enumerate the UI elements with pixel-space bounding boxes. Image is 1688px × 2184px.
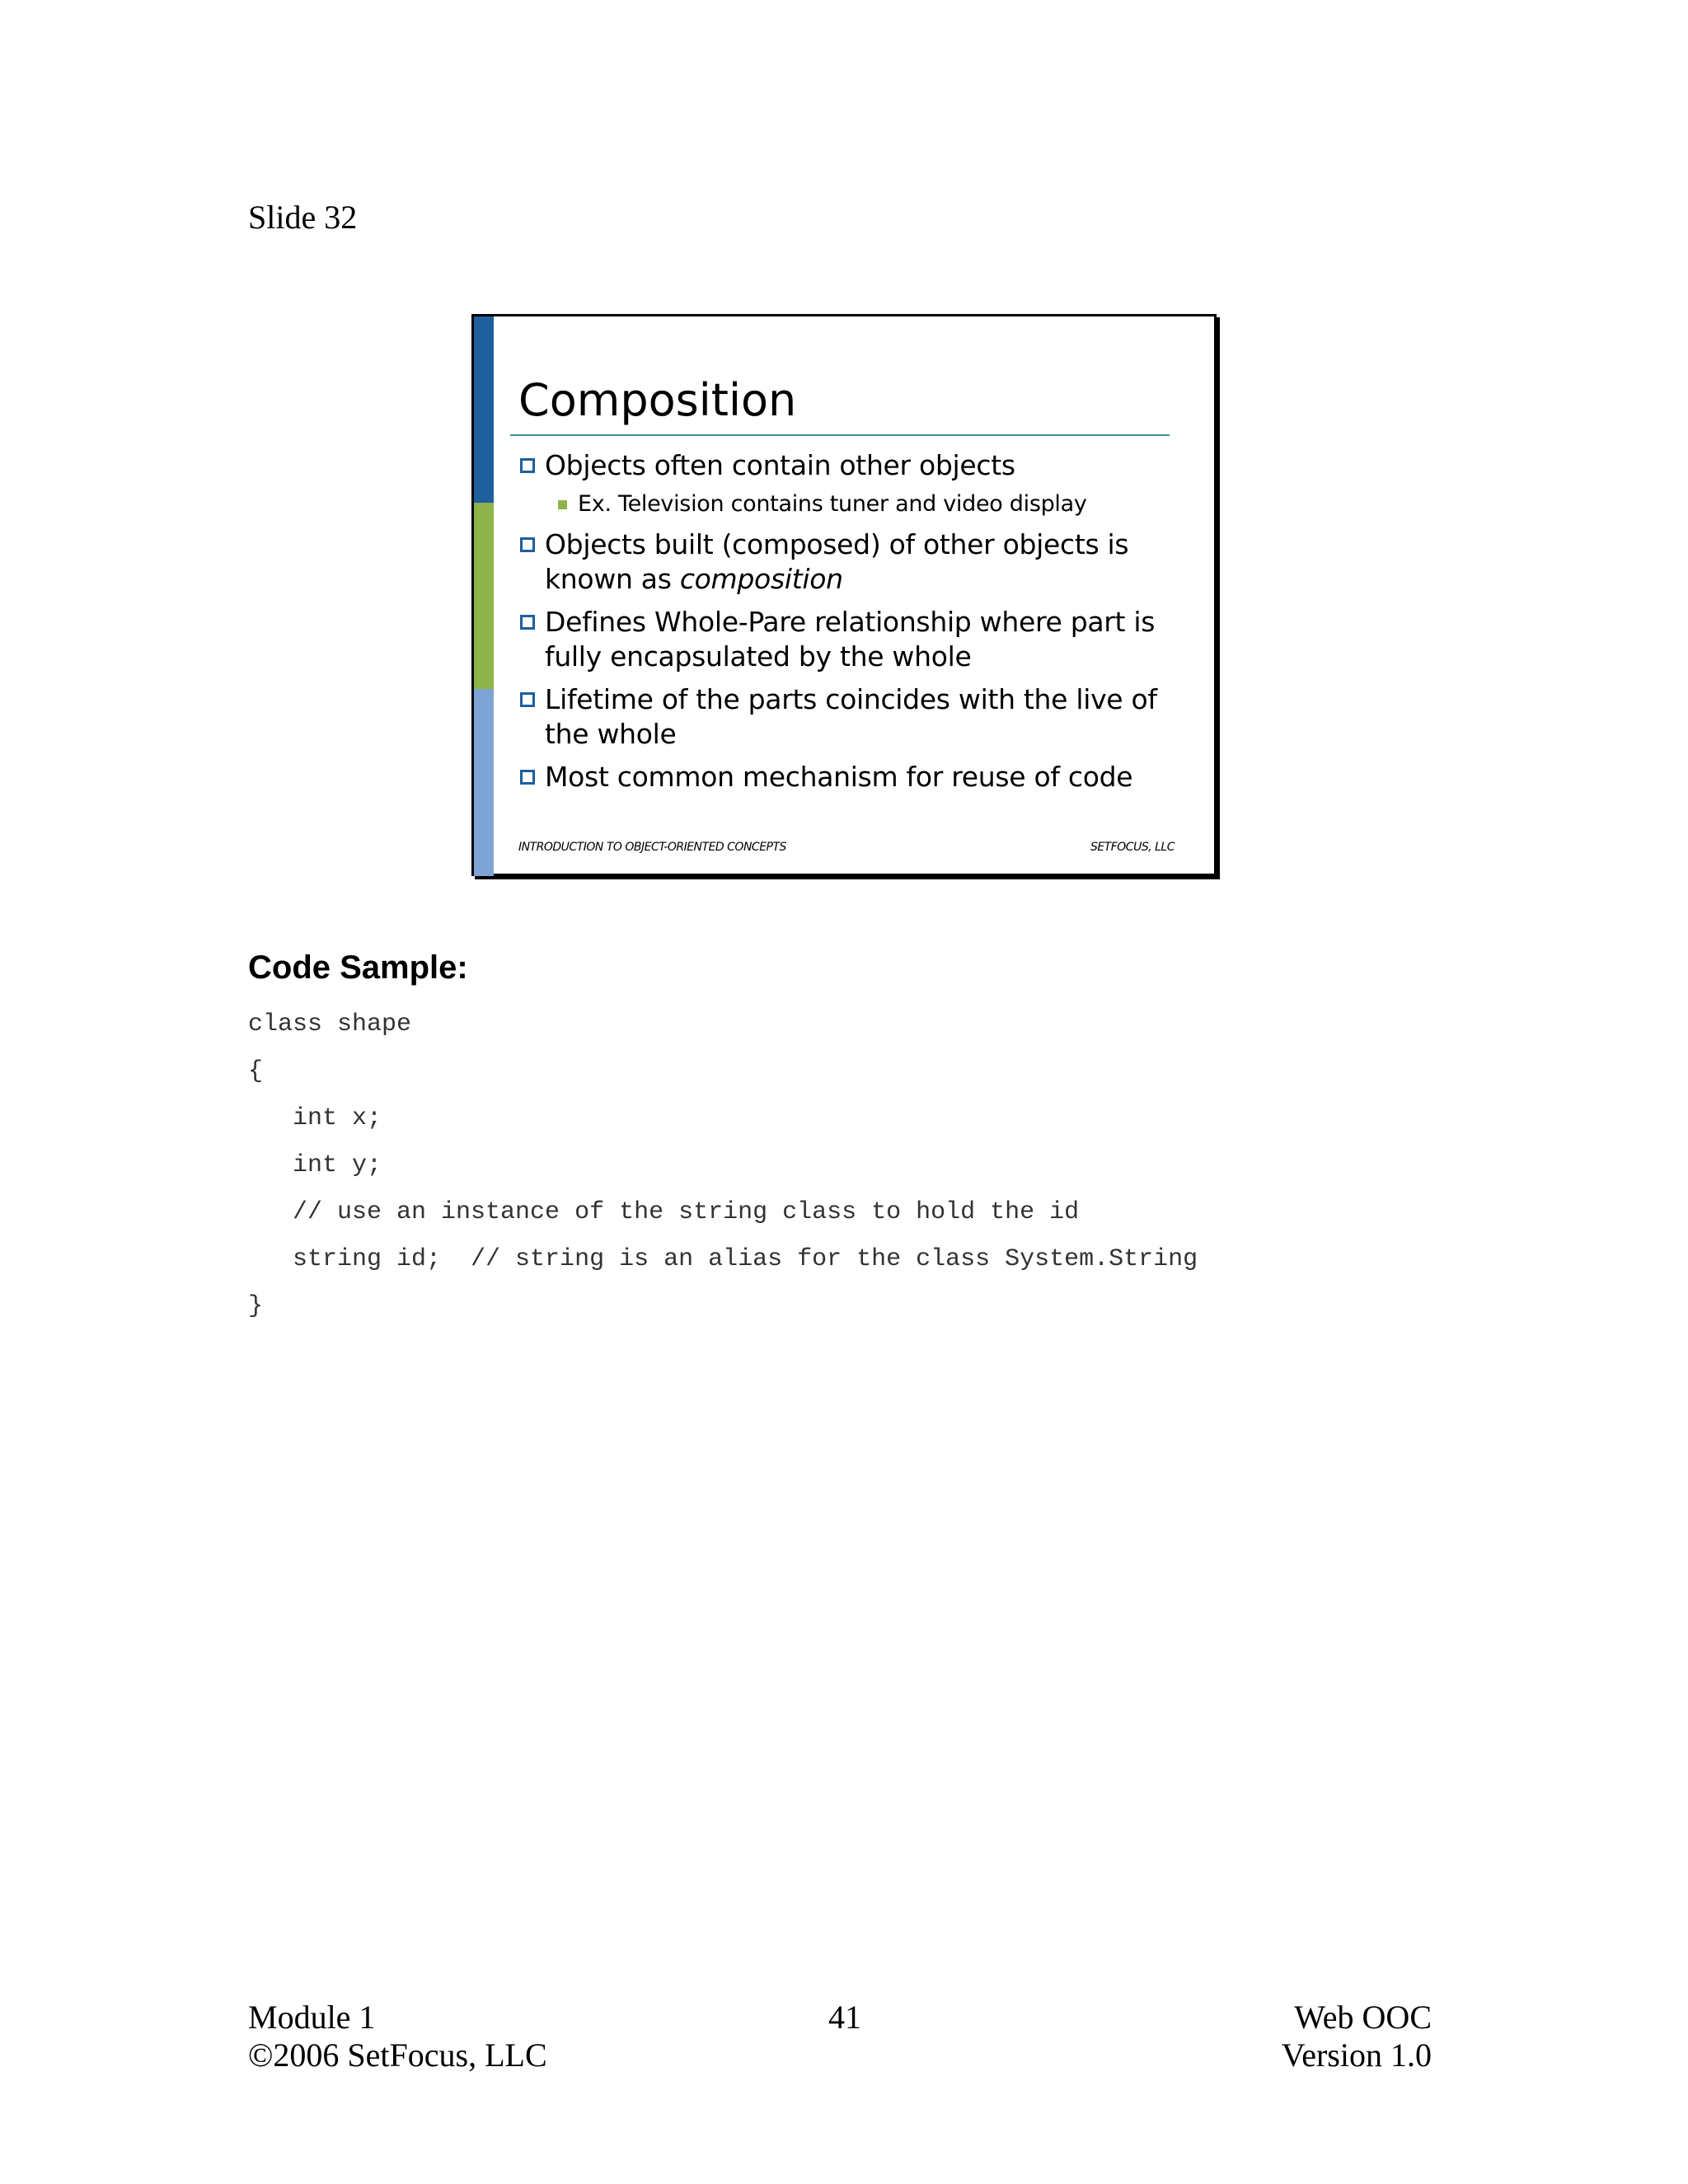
accent-bar-green <box>474 503 494 689</box>
bullet-text: Objects built (composed) of other objects is known as <box>545 528 1129 595</box>
code-line: class shape <box>248 1010 412 1038</box>
slide-bullet-list <box>518 448 1194 803</box>
sub-bullet-text: Ex. Television contains tuner and video display <box>578 491 1087 517</box>
code-block <box>248 1001 1198 1330</box>
code-line: } <box>248 1292 264 1320</box>
course-label: Web OOC <box>1294 1999 1432 2036</box>
title-divider <box>510 434 1170 436</box>
accent-bar-blue <box>474 316 494 503</box>
bullet-item <box>518 448 1194 483</box>
version-label: Version 1.0 <box>1281 2036 1432 2074</box>
hollow-square-bullet-icon <box>520 458 535 473</box>
slide-footer-right: SETFOCUS, LLC <box>1090 841 1175 854</box>
code-line: int y; <box>248 1151 382 1179</box>
code-line: { <box>248 1057 264 1085</box>
bullet-text: Objects often contain other objects <box>545 449 1015 481</box>
bullet-emphasis: composition <box>679 563 843 595</box>
slide-number-label: Slide 32 <box>248 199 358 236</box>
slide-title: Composition <box>518 374 797 426</box>
code-line: int x; <box>248 1104 382 1132</box>
bullet-item <box>518 605 1194 674</box>
slide-footer-left: INTRODUCTION TO OBJECT-ORIENTED CONCEPTS <box>518 841 786 854</box>
hollow-square-bullet-icon <box>520 537 535 552</box>
filled-square-bullet-icon <box>558 500 567 509</box>
slide-image <box>471 314 1217 876</box>
page-number: 41 <box>828 1999 861 2036</box>
hollow-square-bullet-icon <box>520 692 535 707</box>
page-footer-right <box>1282 1999 1432 2074</box>
hollow-square-bullet-icon <box>520 615 535 630</box>
code-line: // use an instance of the string class to hold the id <box>248 1198 1080 1226</box>
accent-bar-light-blue <box>474 689 494 876</box>
bullet-item <box>518 760 1194 794</box>
bullet-text: Most common mechanism for reuse of code <box>545 761 1133 793</box>
code-line: string id; // string is an alias for the class System.String <box>248 1245 1198 1273</box>
sub-bullet-item <box>518 488 1194 521</box>
bullet-text: Defines Whole-Pare relationship where part is fully encapsulated by the whole <box>545 606 1156 673</box>
code-sample-heading: Code Sample: <box>248 949 468 986</box>
bullet-item <box>518 527 1194 597</box>
hollow-square-bullet-icon <box>520 770 535 785</box>
page-footer-left <box>248 1999 547 2074</box>
module-label: Module 1 <box>248 1999 376 2036</box>
bullet-item <box>518 682 1194 752</box>
bullet-text: Lifetime of the parts coincides with the live of the whole <box>545 683 1157 750</box>
copyright-label: ©2006 SetFocus, LLC <box>248 2036 547 2074</box>
